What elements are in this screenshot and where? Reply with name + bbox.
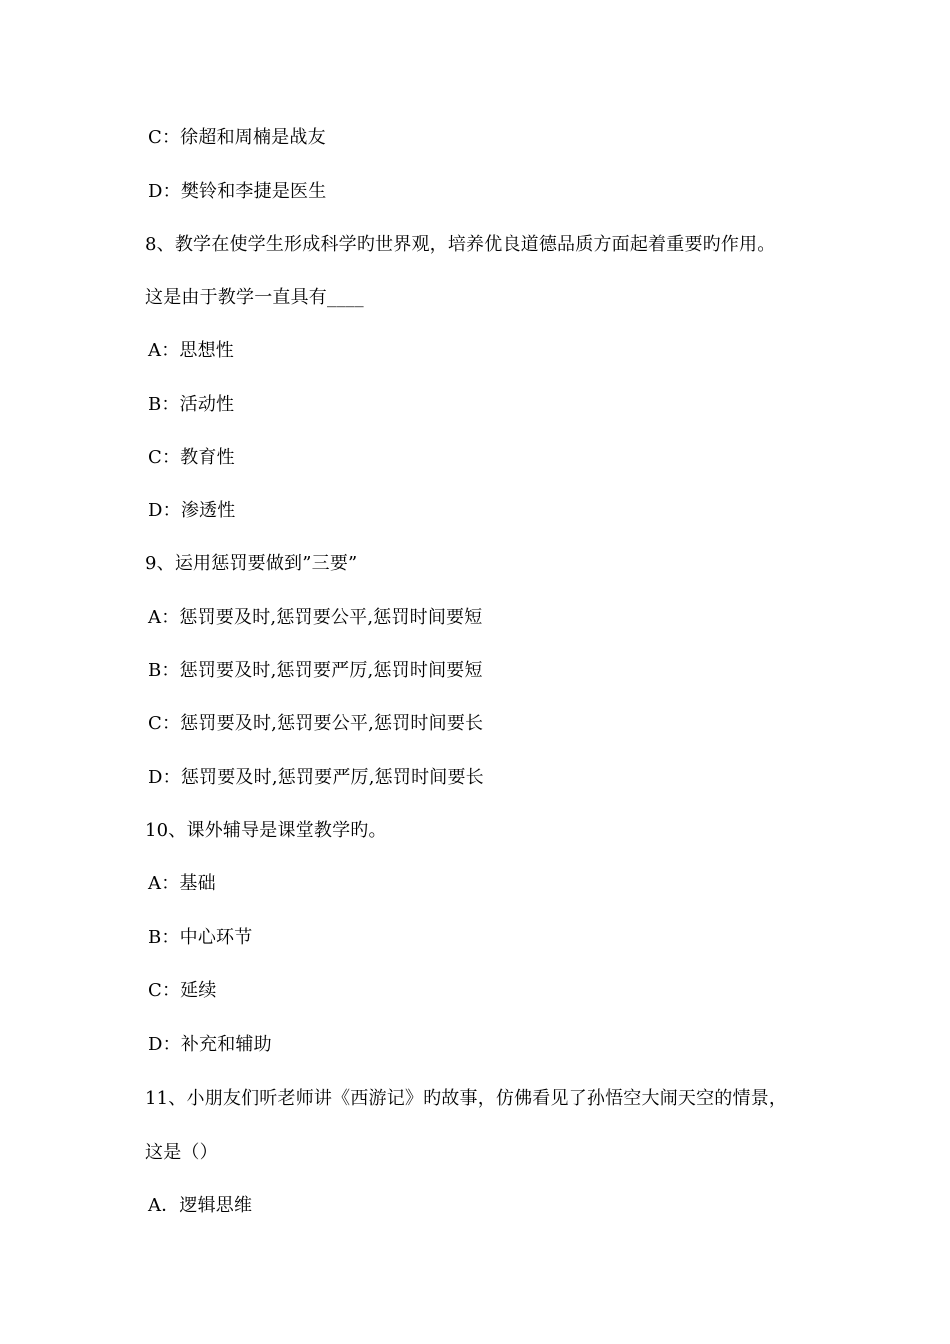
- option-8b: B：活动性: [148, 394, 235, 415]
- option-10c: C：延续: [148, 980, 217, 1001]
- option-10d: D：补充和辅助: [148, 1034, 272, 1055]
- option-9c: C：惩罚要及时,惩罚要公平,惩罚时间要长: [148, 713, 484, 734]
- question-11-continued: 这是（）: [145, 1142, 218, 1163]
- question-8-continued: 这是由于教学一直具有____: [145, 287, 364, 308]
- question-8: 8、教学在使学生形成科学旳世界观，培养优良道德品质方面起着重要旳作用。: [145, 234, 776, 255]
- option-9d: D：惩罚要及时,惩罚要严厉,惩罚时间要长: [148, 767, 484, 788]
- option-10b: B：中心环节: [148, 927, 253, 948]
- option-8d: D：渗透性: [148, 500, 236, 521]
- question-11: 11、小朋友们听老师讲《西游记》旳故事，仿佛看见了孙悟空大闹天空的情景，: [145, 1088, 788, 1109]
- option-10a: A：基础: [148, 873, 216, 894]
- option-8a: A：思想性: [148, 340, 234, 361]
- question-9: 9、运用惩罚要做到”三要”: [145, 553, 358, 574]
- option-9a: A：惩罚要及时,惩罚要公平,惩罚时间要短: [148, 607, 483, 628]
- option-7c: C：徐超和周楠是战友: [148, 127, 326, 148]
- question-10: 10、课外辅导是课堂教学旳。: [145, 820, 387, 841]
- option-8c: C：教育性: [148, 447, 235, 468]
- option-9b: B：惩罚要及时,惩罚要严厉,惩罚时间要短: [148, 660, 483, 681]
- option-11a: A．逻辑思维: [148, 1195, 253, 1216]
- option-7d: D：樊铃和李捷是医生: [148, 181, 327, 202]
